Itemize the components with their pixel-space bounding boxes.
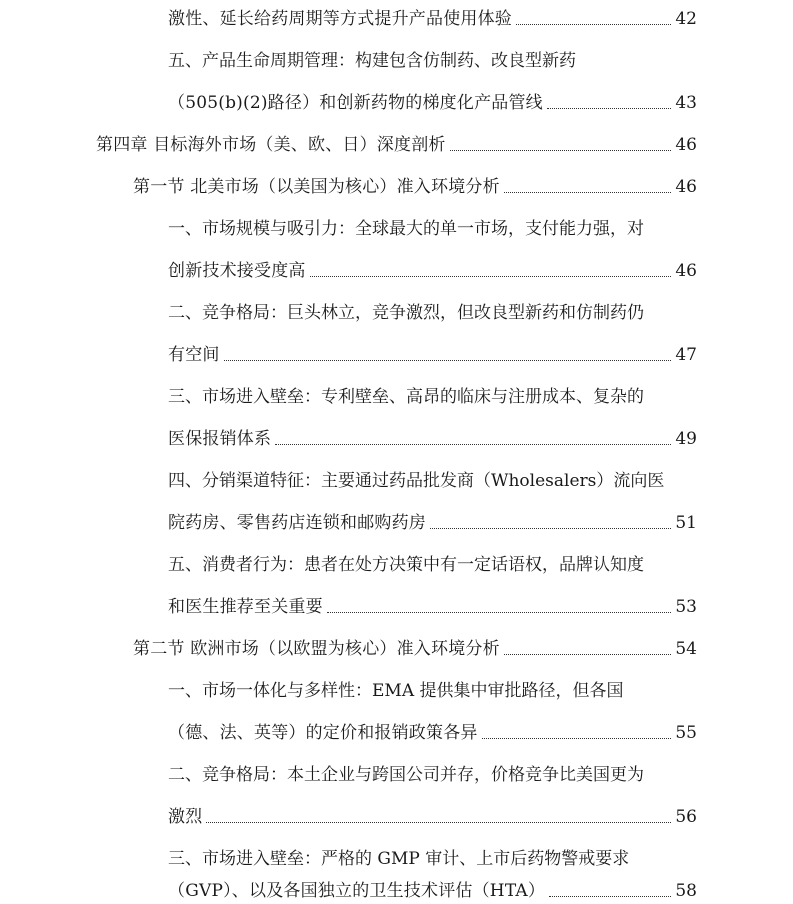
toc-entry-continued[interactable] <box>168 462 664 492</box>
dot-leader <box>310 276 672 277</box>
toc-entry-text: 第一节 北美市场（以美国为核心）准入环境分析 <box>133 177 500 197</box>
toc-entry-continued[interactable] <box>168 378 644 408</box>
toc-entry[interactable] <box>168 0 697 30</box>
toc-entry-text: 三、市场进入壁垒：严格的 GMP 审计、上市后药物警戒要求 <box>168 849 630 869</box>
toc-entry-text: 有空间 <box>168 345 220 365</box>
dot-leader <box>547 108 671 109</box>
dot-leader <box>482 738 672 739</box>
toc-page-number: 43 <box>675 93 697 113</box>
dot-leader <box>206 822 671 823</box>
toc-entry-continued[interactable] <box>168 210 644 240</box>
dot-leader <box>504 192 672 193</box>
toc-entry-text: 二、竞争格局：本土企业与跨国公司并存，价格竞争比美国更为 <box>168 765 644 785</box>
toc-entry-text: 创新技术接受度高 <box>168 261 306 281</box>
toc-page-number: 58 <box>675 881 697 901</box>
toc-entry[interactable] <box>168 872 697 902</box>
toc-page-number: 55 <box>675 723 697 743</box>
toc-entry[interactable] <box>168 420 697 450</box>
dot-leader <box>430 528 671 529</box>
dot-leader <box>327 612 672 613</box>
toc-entry-text: 院药房、零售药店连锁和邮购药房 <box>168 513 426 533</box>
toc-page-number: 46 <box>675 135 697 155</box>
toc-entry-text: 五、消费者行为：患者在处方决策中有一定话语权，品牌认知度 <box>168 555 644 575</box>
toc-entry-text: 和医生推荐至关重要 <box>168 597 323 617</box>
toc-page-number: 46 <box>675 261 697 281</box>
toc-entry-text: 激性、延长给药周期等方式提升产品使用体验 <box>168 9 512 29</box>
dot-leader <box>549 896 671 897</box>
toc-entry-continued[interactable] <box>168 756 644 786</box>
toc-entry[interactable] <box>168 798 697 828</box>
toc-entry-text: 一、市场一体化与多样性：EMA 提供集中审批路径，但各国 <box>168 681 624 701</box>
toc-page-number: 53 <box>675 597 697 617</box>
toc-entry-continued[interactable] <box>168 42 576 72</box>
toc-entry-continued[interactable] <box>168 546 644 576</box>
toc-page-number: 49 <box>675 429 697 449</box>
toc-entry-text: 第四章 目标海外市场（美、欧、日）深度剖析 <box>96 135 446 155</box>
toc-page-number: 56 <box>675 807 697 827</box>
toc-entry-text: 激烈 <box>168 807 203 827</box>
dot-leader <box>224 360 672 361</box>
toc-section-entry[interactable] <box>133 168 697 198</box>
toc-entry[interactable] <box>168 588 697 618</box>
toc-entry[interactable] <box>168 714 697 744</box>
toc-entry-text: 第二节 欧洲市场（以欧盟为核心）准入环境分析 <box>133 639 500 659</box>
toc-entry-text: （德、法、英等）的定价和报销政策各异 <box>168 723 478 743</box>
toc-entry-continued[interactable] <box>168 840 629 870</box>
toc-entry-text: 三、市场进入壁垒：专利壁垒、高昂的临床与注册成本、复杂的 <box>168 387 644 407</box>
toc-chapter-entry[interactable] <box>96 126 697 156</box>
toc-page-number: 47 <box>675 345 697 365</box>
toc-page-number: 51 <box>675 513 697 533</box>
dot-leader <box>516 24 671 25</box>
dot-leader <box>450 150 672 151</box>
toc-entry-text: 医保报销体系 <box>168 429 272 449</box>
toc-entry-text: 四、分销渠道特征：主要通过药品批发商（Wholesalers）流向医 <box>168 471 665 491</box>
toc-entry[interactable] <box>168 84 697 114</box>
toc-entry[interactable] <box>168 252 697 282</box>
toc-page-number: 46 <box>675 177 697 197</box>
toc-entry-text: 二、竞争格局：巨头林立，竞争激烈，但改良型新药和仿制药仍 <box>168 303 644 323</box>
toc-entry[interactable] <box>168 504 697 534</box>
toc-page-number: 54 <box>675 639 697 659</box>
toc-section-entry[interactable] <box>133 630 697 660</box>
toc-entry-continued[interactable] <box>168 294 644 324</box>
toc-entry[interactable] <box>168 336 697 366</box>
toc-entry-text: （GVP）、以及各国独立的卫生技术评估（HTA） <box>168 881 546 901</box>
dot-leader <box>504 654 672 655</box>
toc-page-number: 42 <box>675 9 697 29</box>
toc-entry-text: 五、产品生命周期管理：构建包含仿制药、改良型新药 <box>168 51 576 71</box>
toc-entry-text: 一、市场规模与吸引力：全球最大的单一市场，支付能力强，对 <box>168 219 644 239</box>
toc-entry-continued[interactable] <box>168 672 624 702</box>
dot-leader <box>275 444 671 445</box>
toc-entry-text: （505(b)(2)路径）和创新药物的梯度化产品管线 <box>168 93 543 113</box>
